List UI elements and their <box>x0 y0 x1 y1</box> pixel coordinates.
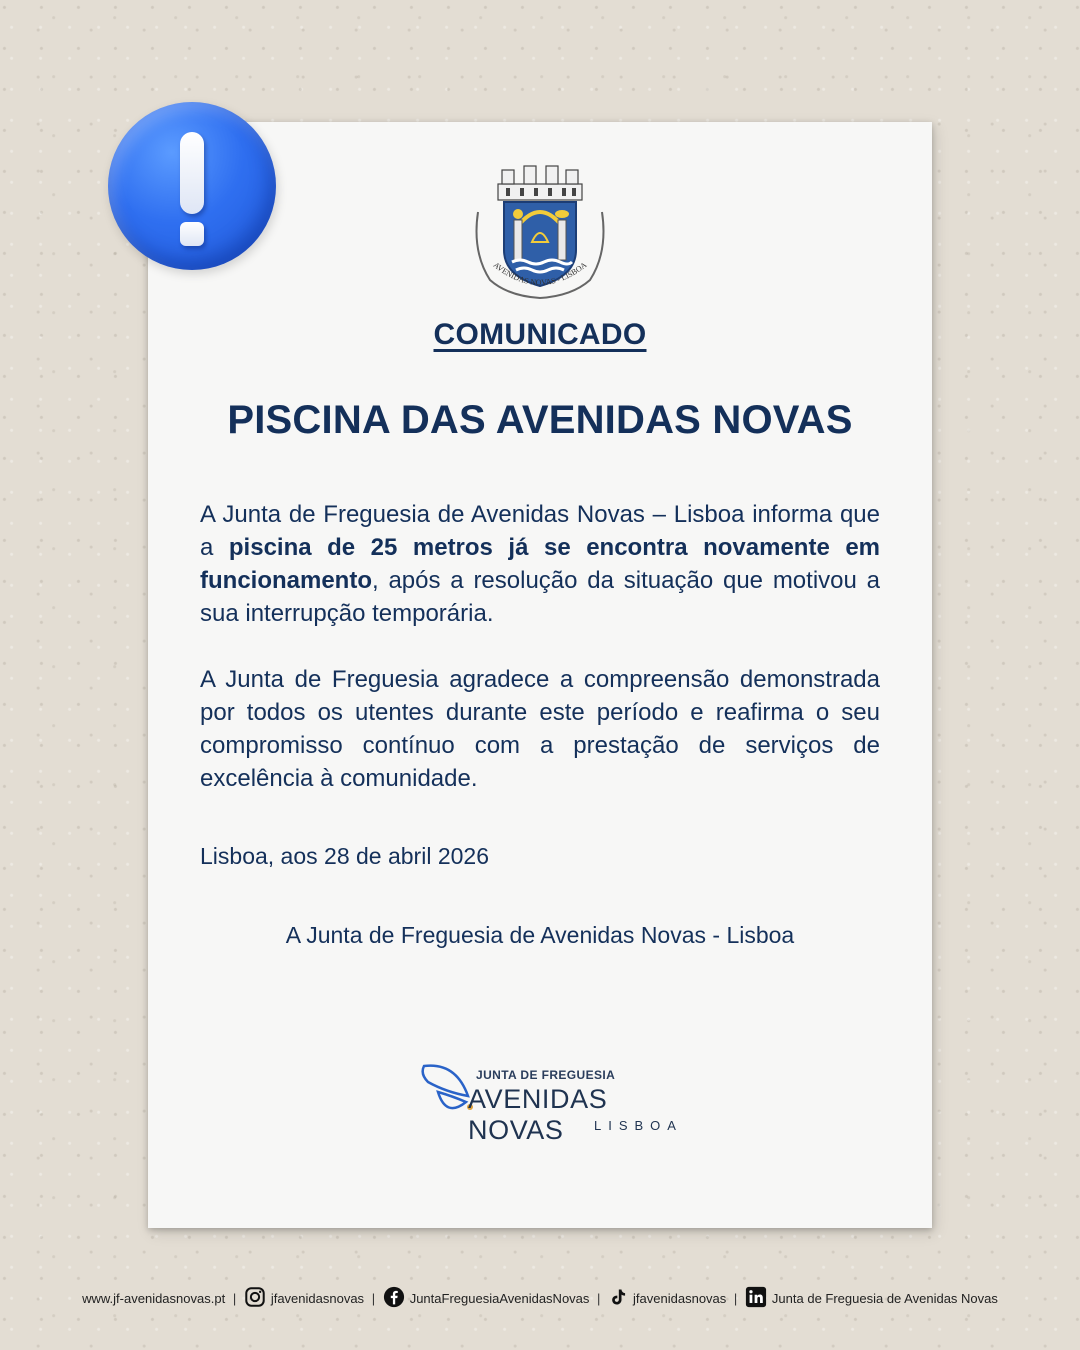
brand-line-3: LISBOA <box>594 1118 683 1133</box>
brand-line-2: AVENIDAS NOVAS <box>468 1084 608 1145</box>
notice-heading: COMUNICADO <box>433 318 647 351</box>
paragraph-1-start: A Junta de Freguesia de Avenidas Novas – Lisboa informa que a <box>200 501 880 561</box>
exclamation-icon <box>108 102 276 270</box>
notice-signature: A Junta de Freguesia de Avenidas Novas - Lisboa <box>285 922 795 948</box>
notice-title: PISCINA DAS AVENIDAS NOVAS <box>227 398 853 442</box>
paragraph-2: A Junta de Freguesia agradece a compreensão demonstrada por todos os utentes durante este período e reafirma o seu compromisso contínuo com a prestação de serviços de excelência à comunidade. <box>200 666 880 792</box>
paragraph-1-bold: piscina de 25 metros já se encontra novamente em funcionamento <box>200 534 881 594</box>
notice-date: Lisboa, aos 28 de abril 2026 <box>200 843 489 869</box>
butterfly-leaf-icon <box>416 1062 476 1122</box>
footer-separator: | <box>371 1291 376 1306</box>
brand-logo <box>416 1062 686 1148</box>
coat-of-arms-icon <box>468 162 612 302</box>
exclamation-dot <box>180 222 204 246</box>
linkedin-link[interactable]: Junta de Freguesia de Avenidas Novas <box>771 1291 998 1306</box>
linkedin-icon[interactable] <box>745 1286 767 1308</box>
tiktok-link[interactable]: jfavenidasnovas <box>633 1291 727 1306</box>
facebook-icon[interactable] <box>383 1286 405 1308</box>
brand-line-1: JUNTA DE FREGUESIA <box>476 1068 616 1082</box>
instagram-link[interactable]: jfavenidasnovas <box>270 1291 365 1306</box>
crest-motto: AVENIDAS NOVAS - LISBOA <box>491 260 589 288</box>
footer-separator: | <box>733 1291 738 1306</box>
exclamation-bar <box>180 132 204 214</box>
instagram-icon[interactable] <box>244 1286 266 1308</box>
website-link[interactable]: www.jf-avenidasnovas.pt <box>82 1291 226 1306</box>
notice-body <box>200 498 880 795</box>
tiktok-icon[interactable] <box>608 1286 628 1308</box>
paragraph-1-end: , após a resolução da situação que motivou a sua interrupção temporária. <box>200 567 880 627</box>
facebook-link[interactable]: JuntaFreguesiaAvenidasNovas <box>409 1291 590 1306</box>
footer-separator: | <box>597 1291 601 1306</box>
footer-separator: | <box>232 1291 237 1306</box>
paragraph-1 <box>200 498 880 630</box>
social-footer <box>0 1286 1080 1308</box>
